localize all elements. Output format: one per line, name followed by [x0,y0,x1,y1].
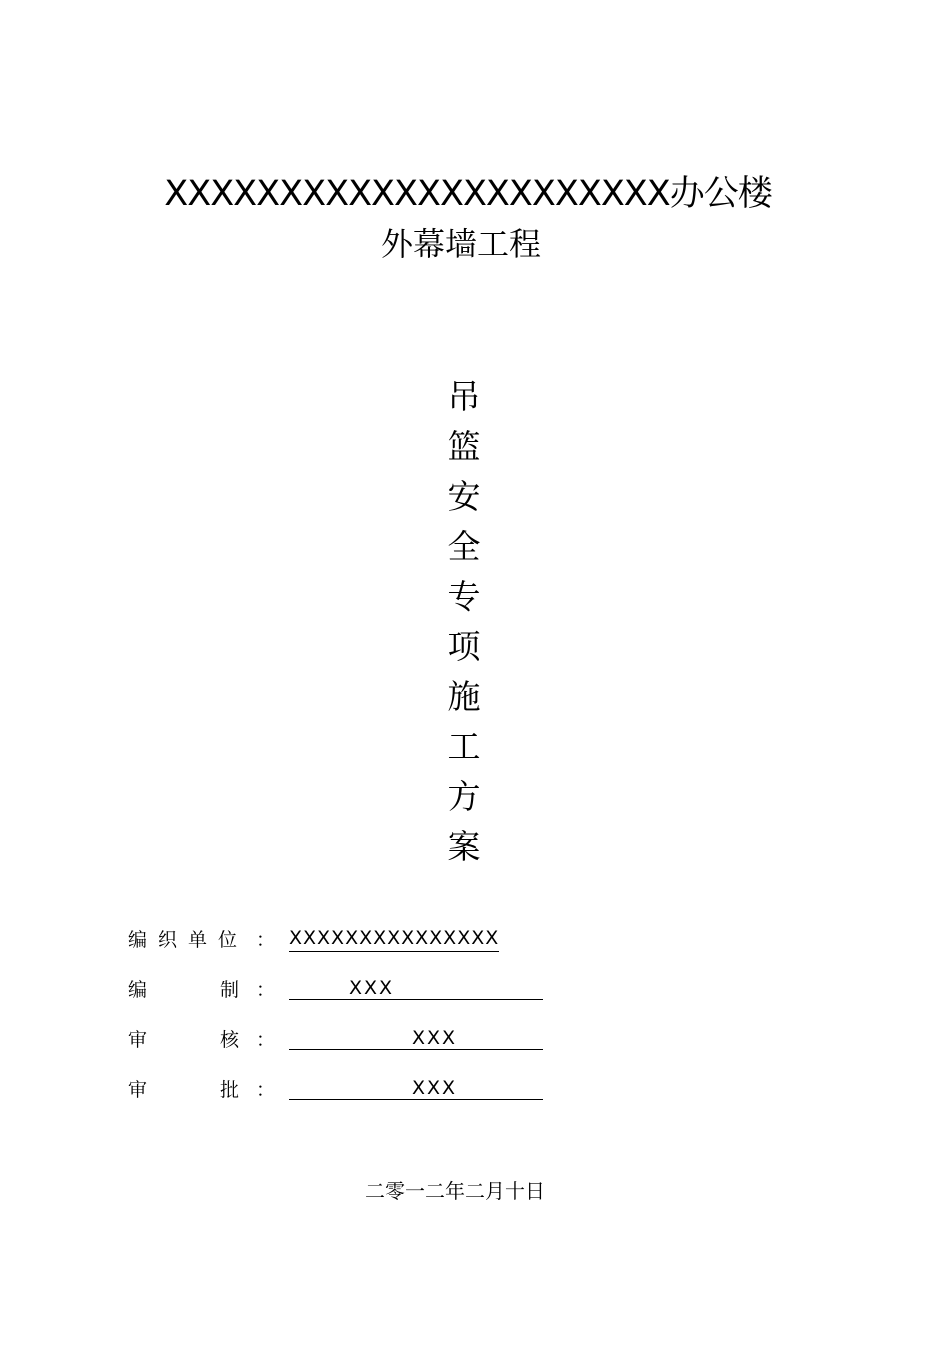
info-value-unit: XXXXXXXXXXXXXXX [289,925,499,952]
plan-title-char: 项 [447,627,481,666]
info-label-reviewer-b: 核 [220,1029,251,1051]
info-value-reviewer: XXX [412,1027,458,1049]
plan-title-vertical [440,372,488,872]
info-colon: ： [256,929,276,951]
plan-title-char: 案 [447,827,481,866]
plan-title-char: 篮 [447,427,481,466]
project-title: XXXXXXXXXXXXXXXXXXXXXX办公楼 [164,174,772,214]
plan-title-char: 吊 [447,377,481,416]
document-date: 二零一二年二月十日 [365,1179,545,1203]
plan-title-char: 安 [447,477,481,516]
info-label-author-b: 制 [220,979,251,1001]
underline [289,999,543,1000]
info-label-approver-a: 审 [128,1079,159,1101]
info-colon: ： [256,1079,276,1101]
project-subtitle: 外幕墙工程 [380,225,541,263]
info-label-reviewer-a: 审 [128,1029,159,1051]
plan-title-char: 方 [447,777,481,816]
info-colon: ： [256,1029,276,1051]
plan-title-char: 工 [447,727,481,766]
plan-title-char: 专 [447,577,481,616]
info-colon: ： [256,979,276,1001]
info-label-author-a: 编 [128,979,159,1001]
plan-title-char: 施 [447,677,481,716]
info-value-author: XXX [349,977,395,999]
info-value-approver: XXX [412,1077,458,1099]
info-label-approver-b: 批 [220,1079,251,1101]
info-label-unit: 编织单位 [128,929,249,951]
plan-title-char: 全 [447,527,481,566]
